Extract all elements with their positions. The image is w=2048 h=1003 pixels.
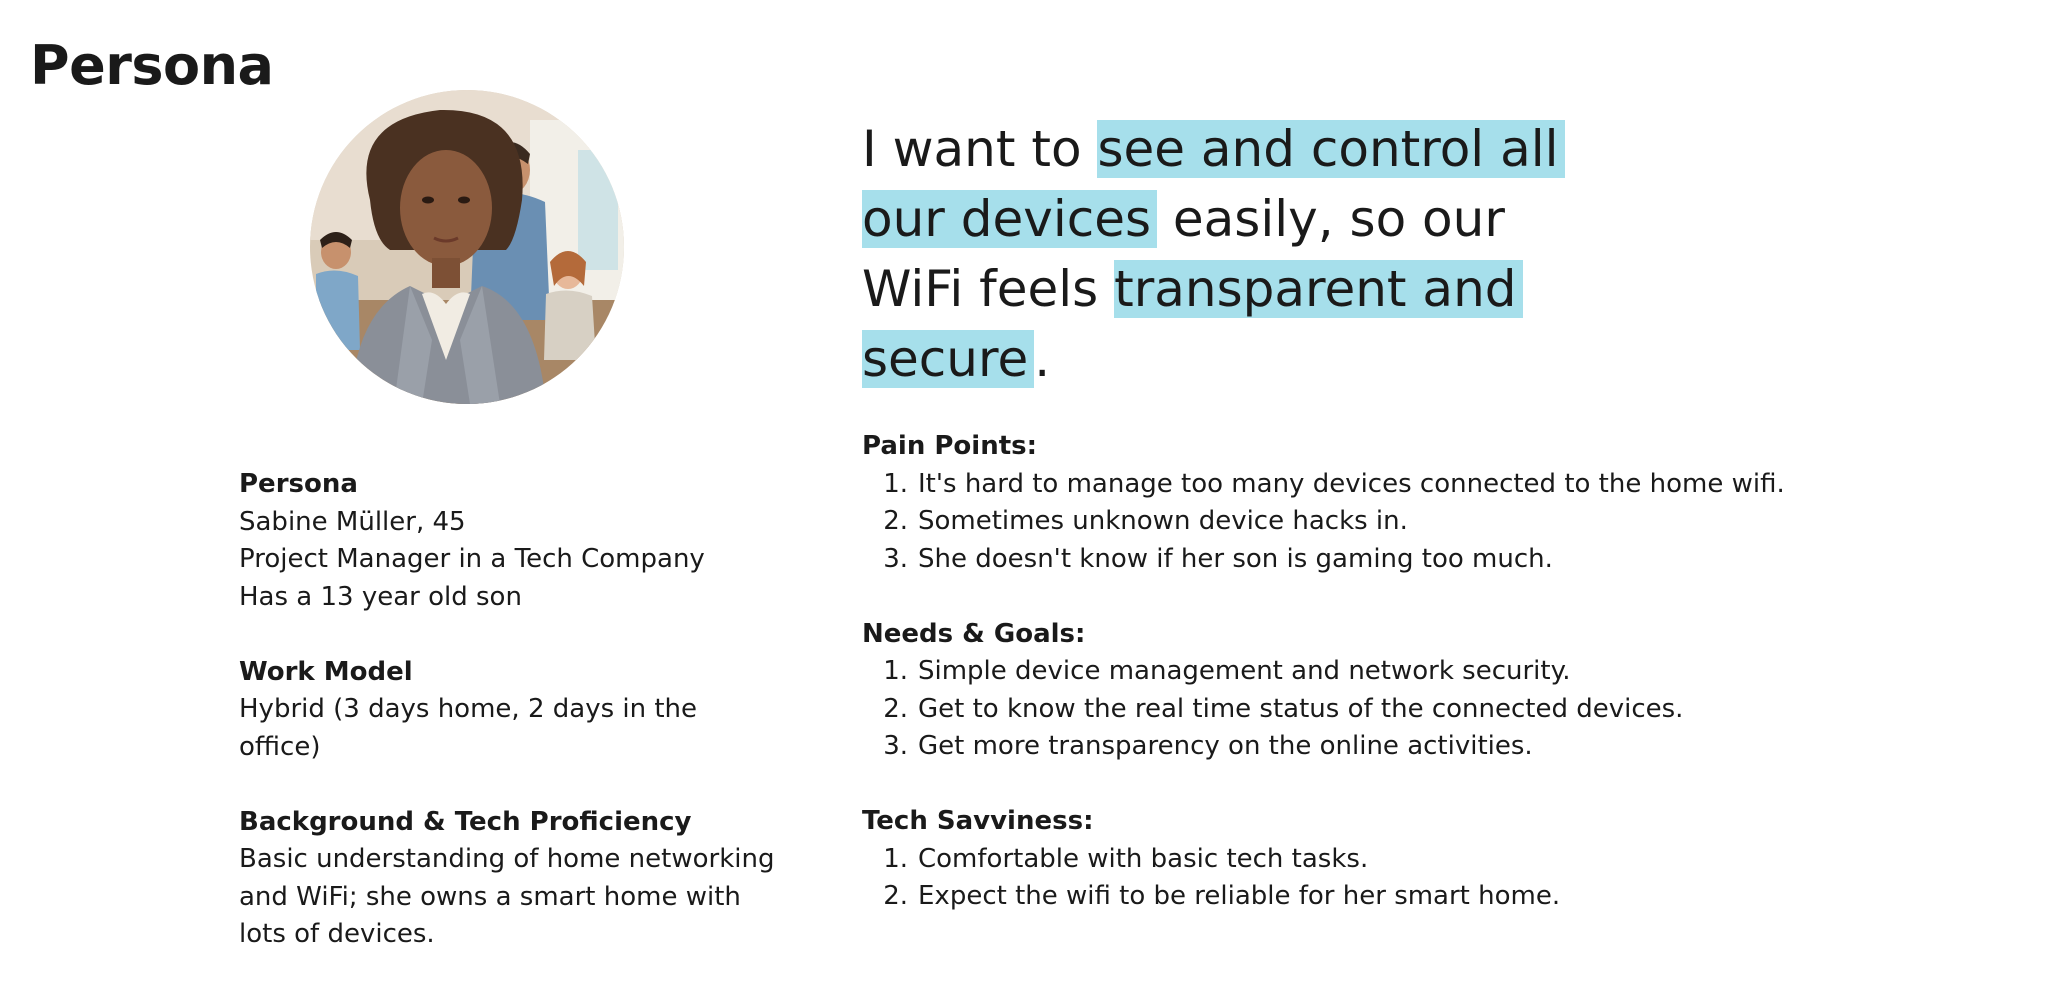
background-heading: Background & Tech Proficiency — [239, 806, 692, 837]
list-number: 1. — [883, 843, 908, 874]
list-number: 1. — [883, 468, 908, 499]
persona-family: Has a 13 year old son — [239, 581, 522, 612]
list-item — [862, 841, 2042, 879]
list-text: Expect the wifi to be reliable for her smart home. — [918, 881, 1561, 911]
background-line: Basic understanding of home networking — [239, 844, 775, 874]
persona-portrait-image — [310, 90, 624, 404]
page-title: Persona — [30, 34, 274, 97]
list-text: Simple device management and network security. — [918, 656, 1571, 686]
list-number: 3. — [883, 543, 908, 574]
quote-suffix: . — [1034, 330, 1051, 388]
work-model-text: Hybrid (3 days home, 2 days in the office) — [239, 694, 698, 762]
persona-quote — [862, 114, 1622, 394]
list-number: 2. — [883, 881, 908, 911]
needs-goals-list — [862, 653, 2042, 766]
persona-insights — [862, 428, 2042, 916]
background-line: lots of devices. — [239, 919, 435, 949]
tech-savviness-list — [862, 841, 2042, 916]
needs-goals-heading: Needs & Goals: — [862, 618, 1086, 649]
background-line: and WiFi; she owns a smart home with — [239, 881, 741, 912]
list-number: 2. — [883, 693, 908, 724]
list-text: Get to know the real time status of the connected devices. — [918, 693, 1684, 724]
list-text: Comfortable with basic tech tasks. — [918, 843, 1369, 874]
list-text: Get more transparency on the online activities. — [918, 731, 1533, 761]
pain-points-list — [862, 466, 2042, 579]
quote-middle: easily, so our WiFi feels — [862, 190, 1505, 318]
list-text: Sometimes unknown device hacks in. — [918, 506, 1408, 536]
list-number: 2. — [883, 506, 908, 536]
persona-details — [239, 466, 779, 954]
spacer — [862, 578, 2042, 616]
list-item — [862, 503, 2042, 541]
quote-highlight-1: see and control all our devices — [862, 120, 1565, 248]
persona-heading: Persona — [239, 469, 358, 499]
work-model-heading: Work Model — [239, 656, 413, 687]
pain-points-heading: Pain Points: — [862, 431, 1038, 461]
list-item — [862, 691, 2042, 729]
persona-occupation: Project Manager in a Tech Company — [239, 544, 705, 574]
spacer — [239, 616, 779, 654]
list-number: 3. — [883, 731, 908, 761]
list-item — [862, 878, 2042, 916]
list-item — [862, 466, 2042, 504]
spacer — [862, 766, 2042, 804]
list-item — [862, 541, 2042, 579]
quote-prefix: I want to — [862, 120, 1098, 178]
list-text: It's hard to manage too many devices connected to the home wifi. — [918, 468, 1785, 499]
list-number: 1. — [883, 656, 908, 686]
persona-name-age: Sabine Müller, 45 — [239, 506, 466, 537]
tech-savviness-heading: Tech Savviness: — [862, 806, 1094, 836]
list-item — [862, 653, 2042, 691]
list-text: She doesn't know if her son is gaming too much. — [918, 543, 1553, 574]
avatar — [310, 90, 624, 404]
spacer — [239, 766, 779, 804]
quote-highlight-2: transparent and secure — [862, 260, 1523, 388]
list-item — [862, 728, 2042, 766]
